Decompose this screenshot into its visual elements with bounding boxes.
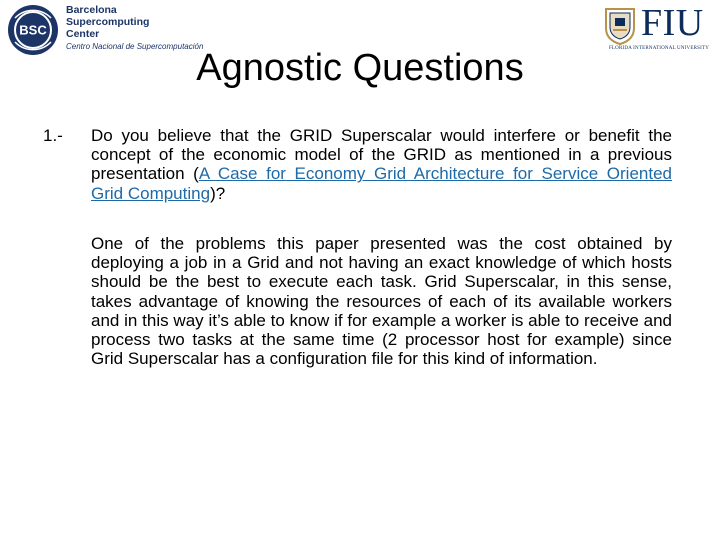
- fiu-subtitle: FLORIDA INTERNATIONAL UNIVERSITY: [608, 46, 710, 51]
- question-text: [91, 126, 672, 203]
- fiu-wordmark: FIU: [641, 2, 704, 44]
- answer-text: One of the problems this paper presented was the cost obtained by deploying a job in a Grid and not having an exact knowledge of which hosts should be the best to execute each task. Grid Superscalar, in this sense, takes advantage of knowing the resources of each of its available workers and in this way it’s able to know if for example a worker is able to receive and process two tasks at the same time (2 processor host for example) since Grid Superscalar has a configuration file for this kind of information.: [91, 234, 672, 369]
- question-number: 1.-: [43, 126, 63, 145]
- paper-link[interactable]: A Case for Economy Grid Architecture for Service Oriented Grid Computing: [91, 164, 672, 203]
- question-text-before: Do you believe that the GRID Superscalar would interfere or benefit the concept of the economic model of the GRID as mentioned in a previous presentation (: [91, 126, 672, 184]
- bsc-logo-line3: Center: [66, 28, 100, 40]
- slide-title: Agnostic Questions: [196, 47, 524, 89]
- question-text-after: )?: [210, 183, 226, 203]
- bsc-logo-line2: Supercomputing: [66, 16, 150, 28]
- bsc-logo-abbr: BSC: [19, 22, 47, 38]
- fiu-seal-icon: [603, 6, 637, 46]
- bsc-logo-line1: Barcelona: [66, 4, 117, 16]
- bsc-logo-line4: Centro Nacional de Supercomputación: [66, 42, 204, 51]
